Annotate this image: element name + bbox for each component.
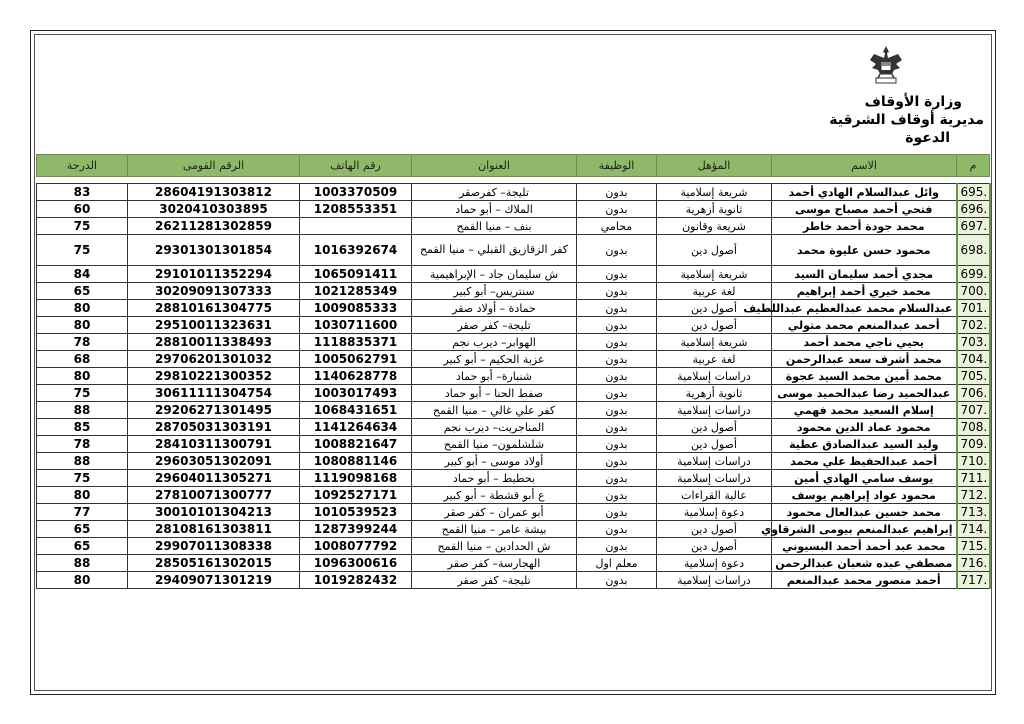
- row-index-cell: 715.: [957, 538, 990, 555]
- job-title-cell: بدون: [577, 572, 657, 589]
- phone-number-cell: 1003017493: [300, 385, 412, 402]
- phone-number-cell: 1009085333: [300, 300, 412, 317]
- job-title-cell: بدون: [577, 266, 657, 283]
- row-index-cell: 703.: [957, 334, 990, 351]
- header-spacer: [37, 177, 990, 184]
- table-row: [37, 487, 990, 504]
- job-title-cell: بدون: [577, 538, 657, 555]
- job-title-cell: بدون: [577, 201, 657, 218]
- person-name-cell: وليد السيد عبدالصادق عطية: [772, 436, 957, 453]
- qualification-cell: دعوة إسلامية: [657, 555, 772, 572]
- national-id-cell: 28505161302015: [128, 555, 300, 572]
- person-name-cell: محمود حسن عليوة محمد: [772, 235, 957, 266]
- row-index-cell: 705.: [957, 368, 990, 385]
- phone-number-cell: 1080881146: [300, 453, 412, 470]
- row-index-cell: 698.: [957, 235, 990, 266]
- personnel-table: [36, 154, 991, 589]
- address-cell: كفر علي غالي – منيا القمح: [412, 402, 577, 419]
- qualification-cell: لغة عربية: [657, 351, 772, 368]
- job-title-cell: بدون: [577, 521, 657, 538]
- national-id-cell: 28604191303812: [128, 184, 300, 201]
- phone-number-cell: 1141264634: [300, 419, 412, 436]
- job-title-cell: بدون: [577, 402, 657, 419]
- qualification-cell: أصول دين: [657, 436, 772, 453]
- address-cell: بيشة عامر – منيا القمح: [412, 521, 577, 538]
- row-index-cell: 712.: [957, 487, 990, 504]
- address-cell: شلشلمون– منيا القمح: [412, 436, 577, 453]
- job-title-cell: بدون: [577, 235, 657, 266]
- qualification-cell: دراسات إسلامية: [657, 470, 772, 487]
- national-id-cell: 30209091307333: [128, 283, 300, 300]
- address-cell: الهوابر– ديرب نجم: [412, 334, 577, 351]
- grade-cell: 80: [37, 317, 128, 334]
- table-row: [37, 385, 990, 402]
- row-index-cell: 697.: [957, 218, 990, 235]
- person-name-cell: وائل عبدالسلام الهادي أحمد: [772, 184, 957, 201]
- table-row: [37, 555, 990, 572]
- grade-cell: 80: [37, 368, 128, 385]
- national-id-cell: 29510011323631: [128, 317, 300, 334]
- person-name-cell: محمد خيري أحمد إبراهيم: [772, 283, 957, 300]
- job-title-cell: بدون: [577, 351, 657, 368]
- directorate-name: مديرية أوقاف الشرقية: [829, 112, 984, 128]
- national-id-cell: 29603051302091: [128, 453, 300, 470]
- phone-number-cell: 1008077792: [300, 538, 412, 555]
- row-index-cell: 706.: [957, 385, 990, 402]
- person-name-cell: أحمد عبدالمنعم محمد متولي: [772, 317, 957, 334]
- col-header-national-id: الرقم القومى: [128, 155, 300, 177]
- phone-number-cell: 1030711600: [300, 317, 412, 334]
- col-header-grade: الدرجة: [37, 155, 128, 177]
- grade-cell: 75: [37, 385, 128, 402]
- qualification-cell: شريعة وقانون: [657, 218, 772, 235]
- row-index-cell: 707.: [957, 402, 990, 419]
- phone-number-cell: 1096300616: [300, 555, 412, 572]
- phone-number-cell: [300, 218, 412, 235]
- qualification-cell: ثانوية أزهرية: [657, 201, 772, 218]
- address-cell: الهجارسة– كفر صقر: [412, 555, 577, 572]
- grade-cell: 65: [37, 283, 128, 300]
- col-header-address: العنوان: [412, 155, 577, 177]
- person-name-cell: عبدالسلام محمد عبدالعظيم عبداللطيف: [772, 300, 957, 317]
- row-index-cell: 699.: [957, 266, 990, 283]
- national-id-cell: 3020410303895: [128, 201, 300, 218]
- grade-cell: 80: [37, 300, 128, 317]
- job-title-cell: بدون: [577, 283, 657, 300]
- phone-number-cell: 1008821647: [300, 436, 412, 453]
- phone-number-cell: 1019282432: [300, 572, 412, 589]
- grade-cell: 77: [37, 504, 128, 521]
- person-name-cell: محمد أمين محمد السيد عجوة: [772, 368, 957, 385]
- table-row: [37, 368, 990, 385]
- row-index-cell: 700.: [957, 283, 990, 300]
- row-index-cell: 701.: [957, 300, 990, 317]
- qualification-cell: دعوة إسلامية: [657, 504, 772, 521]
- table-row: [37, 504, 990, 521]
- ministry-name: وزارة الأوقاف: [864, 94, 962, 110]
- table-header-row: [37, 155, 990, 177]
- table-row: [37, 218, 990, 235]
- national-id-cell: 28108161303811: [128, 521, 300, 538]
- national-id-cell: 29706201301032: [128, 351, 300, 368]
- department-name: الدعوة: [905, 130, 950, 146]
- table-row: [37, 521, 990, 538]
- col-header-job: الوظيفة: [577, 155, 657, 177]
- address-cell: ش الحدادين – منيا القمح: [412, 538, 577, 555]
- person-name-cell: عبدالحميد رضا عبدالحميد موسى: [772, 385, 957, 402]
- person-name-cell: أحمد عبدالحفيظ علي محمد: [772, 453, 957, 470]
- person-name-cell: مجدي أحمد سليمان السيد: [772, 266, 957, 283]
- national-id-cell: 28705031303191: [128, 419, 300, 436]
- national-id-cell: 29604011305271: [128, 470, 300, 487]
- job-title-cell: بدون: [577, 504, 657, 521]
- national-id-cell: 28410311300791: [128, 436, 300, 453]
- qualification-cell: دراسات إسلامية: [657, 368, 772, 385]
- qualification-cell: عالية القراءات: [657, 487, 772, 504]
- person-name-cell: إبراهيم عبدالمنعم بيومى الشرقاوي: [772, 521, 957, 538]
- phone-number-cell: 1119098168: [300, 470, 412, 487]
- table-row: [37, 300, 990, 317]
- qualification-cell: شريعة إسلامية: [657, 334, 772, 351]
- qualification-cell: ثانوية أزهرية: [657, 385, 772, 402]
- address-cell: سنتريس– أبو كبير: [412, 283, 577, 300]
- address-cell: أبو عمران – كفر صقر: [412, 504, 577, 521]
- grade-cell: 75: [37, 218, 128, 235]
- person-name-cell: محمد أشرف سعد عبدالرحمن: [772, 351, 957, 368]
- address-cell: أولاد موسى – أبو كبير: [412, 453, 577, 470]
- job-title-cell: محامي: [577, 218, 657, 235]
- qualification-cell: أصول دين: [657, 235, 772, 266]
- grade-cell: 83: [37, 184, 128, 201]
- address-cell: المناجريت– ديرب نجم: [412, 419, 577, 436]
- table-row: [37, 351, 990, 368]
- qualification-cell: أصول دين: [657, 300, 772, 317]
- table-row: [37, 235, 990, 266]
- qualification-cell: أصول دين: [657, 538, 772, 555]
- person-name-cell: محمود عواد إبراهيم يوسف: [772, 487, 957, 504]
- person-name-cell: محمد حسين عبدالعال محمود: [772, 504, 957, 521]
- table-row: [37, 572, 990, 589]
- person-name-cell: يوسف سامي الهادي أمين: [772, 470, 957, 487]
- address-cell: بحطيط – أبو حماد: [412, 470, 577, 487]
- grade-cell: 68: [37, 351, 128, 368]
- phone-number-cell: 1208553351: [300, 201, 412, 218]
- grade-cell: 75: [37, 235, 128, 266]
- national-id-cell: 28810161304775: [128, 300, 300, 317]
- national-id-cell: 29206271301495: [128, 402, 300, 419]
- grade-cell: 78: [37, 334, 128, 351]
- phone-number-cell: 1118835371: [300, 334, 412, 351]
- table-row: [37, 184, 990, 201]
- grade-cell: 65: [37, 538, 128, 555]
- job-title-cell: بدون: [577, 453, 657, 470]
- address-cell: تليجة– كفر صقر: [412, 317, 577, 334]
- row-index-cell: 710.: [957, 453, 990, 470]
- table-row: [37, 436, 990, 453]
- address-cell: صفط الحنا – أبو حماد: [412, 385, 577, 402]
- grade-cell: 75: [37, 470, 128, 487]
- phone-number-cell: 1068431651: [300, 402, 412, 419]
- row-index-cell: 696.: [957, 201, 990, 218]
- phone-number-cell: 1010539523: [300, 504, 412, 521]
- row-index-cell: 708.: [957, 419, 990, 436]
- job-title-cell: معلم اول: [577, 555, 657, 572]
- phone-number-cell: 1016392674: [300, 235, 412, 266]
- address-cell: ش سليمان جاد – الإبراهيمية: [412, 266, 577, 283]
- phone-number-cell: 1005062791: [300, 351, 412, 368]
- qualification-cell: لغة عربية: [657, 283, 772, 300]
- row-index-cell: 695.: [957, 184, 990, 201]
- qualification-cell: شريعة إسلامية: [657, 266, 772, 283]
- grade-cell: 80: [37, 572, 128, 589]
- national-id-cell: 29301301301854: [128, 235, 300, 266]
- national-id-cell: 29101011352294: [128, 266, 300, 283]
- grade-cell: 85: [37, 419, 128, 436]
- table-row: [37, 266, 990, 283]
- qualification-cell: شريعة إسلامية: [657, 184, 772, 201]
- address-cell: ع أبو قشطة – أبو كبير: [412, 487, 577, 504]
- row-index-cell: 709.: [957, 436, 990, 453]
- national-id-cell: 27810071300777: [128, 487, 300, 504]
- job-title-cell: بدون: [577, 385, 657, 402]
- table-row: [37, 419, 990, 436]
- job-title-cell: بدون: [577, 300, 657, 317]
- grade-cell: 88: [37, 402, 128, 419]
- table-row: [37, 538, 990, 555]
- row-index-cell: 714.: [957, 521, 990, 538]
- address-cell: عزبة الحكيم – أبو كبير: [412, 351, 577, 368]
- phone-number-cell: 1003370509: [300, 184, 412, 201]
- national-id-cell: 26211281302859: [128, 218, 300, 235]
- table-row: [37, 334, 990, 351]
- address-cell: كفر الزقازيق القبلي – منيا القمح: [412, 235, 577, 266]
- person-name-cell: محمود عماد الدين محمود: [772, 419, 957, 436]
- table-row: [37, 470, 990, 487]
- address-cell: تليجة– كفر صقر: [412, 572, 577, 589]
- national-id-cell: 29409071301219: [128, 572, 300, 589]
- job-title-cell: بدون: [577, 368, 657, 385]
- qualification-cell: دراسات إسلامية: [657, 453, 772, 470]
- col-header-name: الاسم: [772, 155, 957, 177]
- person-name-cell: فتحي أحمد مصباح موسى: [772, 201, 957, 218]
- address-cell: شنبارة– أبو حماد: [412, 368, 577, 385]
- grade-cell: 88: [37, 555, 128, 572]
- grade-cell: 65: [37, 521, 128, 538]
- job-title-cell: بدون: [577, 419, 657, 436]
- address-cell: بنف – منيا القمح: [412, 218, 577, 235]
- person-name-cell: محمد عبد أحمد أحمد البسيوني: [772, 538, 957, 555]
- grade-cell: 60: [37, 201, 128, 218]
- col-header-phone: رقم الهاتف: [300, 155, 412, 177]
- table-row: [37, 453, 990, 470]
- national-id-cell: 30611111304754: [128, 385, 300, 402]
- table-row: [37, 283, 990, 300]
- phone-number-cell: 1092527171: [300, 487, 412, 504]
- col-header-qualification: المؤهل: [657, 155, 772, 177]
- table-row: [37, 317, 990, 334]
- person-name-cell: إسلام السعيد محمد فهمي: [772, 402, 957, 419]
- job-title-cell: بدون: [577, 487, 657, 504]
- address-cell: تليجة– كفرصقر: [412, 184, 577, 201]
- address-cell: حمادة – أولاد صقر: [412, 300, 577, 317]
- job-title-cell: بدون: [577, 436, 657, 453]
- letterhead: [784, 44, 984, 149]
- job-title-cell: بدون: [577, 470, 657, 487]
- address-cell: الملاك – أبو حماد: [412, 201, 577, 218]
- row-index-cell: 713.: [957, 504, 990, 521]
- job-title-cell: بدون: [577, 184, 657, 201]
- row-index-cell: 704.: [957, 351, 990, 368]
- row-index-cell: 711.: [957, 470, 990, 487]
- person-name-cell: يحيي ناجي محمد أحمد: [772, 334, 957, 351]
- qualification-cell: أصول دين: [657, 317, 772, 334]
- qualification-cell: دراسات إسلامية: [657, 402, 772, 419]
- person-name-cell: مصطفي عبده شعبان عبدالرحمن: [772, 555, 957, 572]
- job-title-cell: بدون: [577, 317, 657, 334]
- col-header-index: م: [957, 155, 990, 177]
- row-index-cell: 716.: [957, 555, 990, 572]
- national-id-cell: 28810011338493: [128, 334, 300, 351]
- phone-number-cell: 1065091411: [300, 266, 412, 283]
- row-index-cell: 717.: [957, 572, 990, 589]
- eagle-emblem-icon: [868, 44, 904, 90]
- grade-cell: 88: [37, 453, 128, 470]
- phone-number-cell: 1140628778: [300, 368, 412, 385]
- national-id-cell: 30010101304213: [128, 504, 300, 521]
- phone-number-cell: 1287399244: [300, 521, 412, 538]
- person-name-cell: محمد جودة أحمد خاطر: [772, 218, 957, 235]
- national-id-cell: 29907011308338: [128, 538, 300, 555]
- grade-cell: 84: [37, 266, 128, 283]
- table-row: [37, 201, 990, 218]
- person-name-cell: أحمد منصور محمد عبدالمنعم: [772, 572, 957, 589]
- qualification-cell: أصول دين: [657, 521, 772, 538]
- national-id-cell: 29810221300352: [128, 368, 300, 385]
- row-index-cell: 702.: [957, 317, 990, 334]
- qualification-cell: دراسات إسلامية: [657, 572, 772, 589]
- qualification-cell: أصول دين: [657, 419, 772, 436]
- phone-number-cell: 1021285349: [300, 283, 412, 300]
- table-row: [37, 402, 990, 419]
- job-title-cell: بدون: [577, 334, 657, 351]
- grade-cell: 80: [37, 487, 128, 504]
- grade-cell: 78: [37, 436, 128, 453]
